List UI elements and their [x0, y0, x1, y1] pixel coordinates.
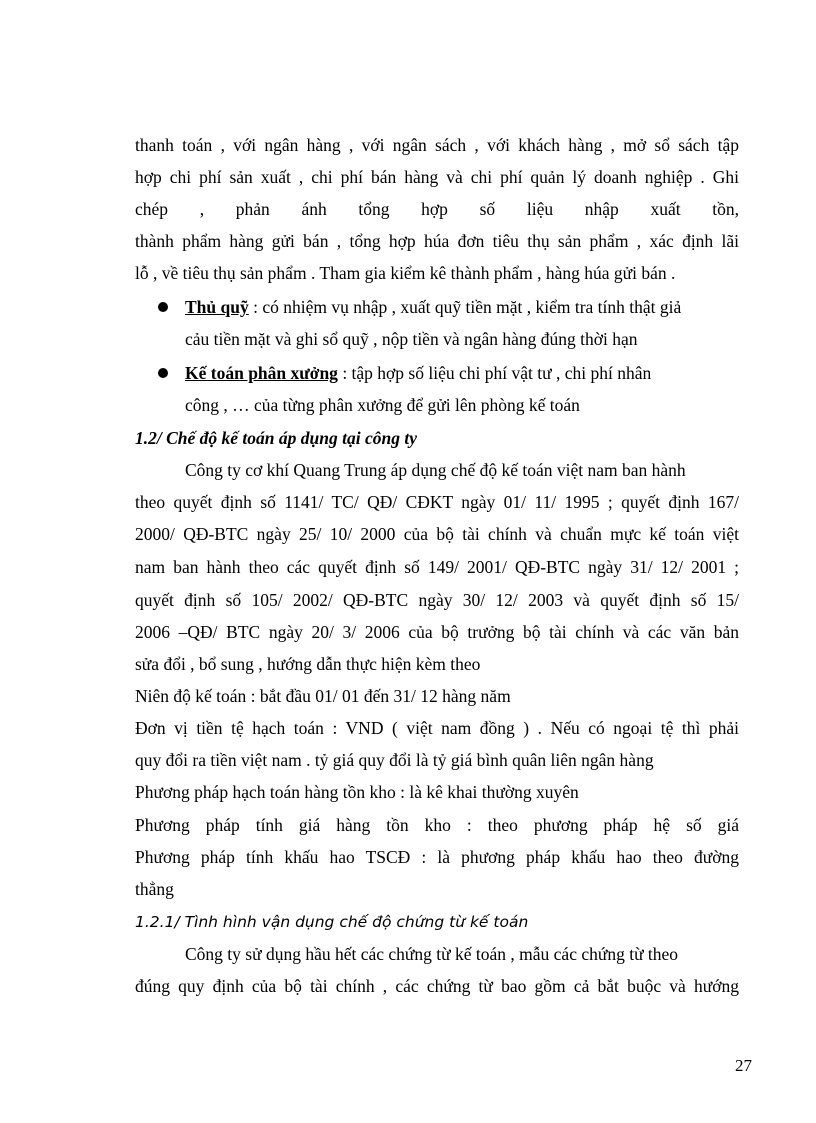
bullet-icon	[158, 368, 168, 378]
bullet-text: : tập hợp số liệu chi phí vật tư , chi phí nhân	[337, 363, 652, 383]
text-line: thẳng	[135, 879, 174, 899]
section-heading: 1.2/ Chế độ kế toán áp dụng tại công ty	[135, 428, 417, 448]
subsection-heading: 1.2.1/ Tình hình vận dụng chế độ chứng từ kế toán	[135, 913, 529, 931]
text-line: thanh toán , với ngân hàng , với ngân sách , với khách hàng , mở sổ sách tập	[135, 135, 739, 155]
bullet-text: : có nhiệm vụ nhập , xuất quỹ tiền mặt , kiểm tra tính thật giả	[248, 297, 682, 317]
bullet-line: công , … của từng phân xưởng để gửi lên phòng kế toán	[185, 395, 580, 415]
text-line: Công ty sử dụng hầu hết các chứng từ kế toán , mẫu các chứng từ theo	[185, 944, 679, 964]
text-line: nam ban hành theo các quyết định số 149/ 2001/ QĐ-BTC ngày 31/ 12/ 2001 ;	[135, 557, 739, 577]
text-line: 2000/ QĐ-BTC ngày 25/ 10/ 2000 của bộ tài chính và chuẩn mực kế toán việt	[135, 524, 739, 544]
bullet-line	[185, 296, 739, 318]
text-line: chép , phản ánh tổng hợp số liệu nhập xuất tồn,	[135, 199, 739, 219]
page-number: 27	[735, 1056, 752, 1075]
text-line: quyết định số 105/ 2002/ QĐ-BTC ngày 30/ 12/ 2003 và quyết định số 15/	[135, 590, 739, 610]
bullet-line	[185, 362, 739, 384]
text-line: 2006 –QĐ/ BTC ngày 20/ 3/ 2006 của bộ trưởng bộ tài chính và các văn bản	[135, 622, 739, 642]
text-line: Đơn vị tiền tệ hạch toán : VND ( việt nam đồng ) . Nếu có ngoại tệ thì phải	[135, 718, 739, 738]
text-line: Công ty cơ khí Quang Trung áp dụng chế độ kế toán việt nam ban hành	[185, 460, 686, 480]
text-line: hợp chi phí sản xuất , chi phí bán hàng và chi phí quản lý doanh nghiệp . Ghi	[135, 167, 739, 187]
text-line: theo quyết định số 1141/ TC/ QĐ/ CĐKT ngày 01/ 11/ 1995 ; quyết định 167/	[135, 492, 739, 512]
text-line: thành phẩm hàng gửi bán , tổng hợp húa đơn tiêu thụ sản phẩm , xác định lãi	[135, 231, 739, 251]
text-line: lỗ , về tiêu thụ sản phẩm . Tham gia kiểm kê thành phẩm , hàng húa gửi bán .	[135, 263, 676, 283]
text-line: Phương pháp hạch toán hàng tồn kho : là kê khai thường xuyên	[135, 782, 579, 802]
bullet-icon	[158, 302, 168, 312]
bullet-line: cảu tiền mặt và ghi sổ quỹ , nộp tiền và ngân hàng đúng thời hạn	[185, 329, 638, 349]
bullet-title: Thủ quỹ	[185, 297, 249, 317]
bullet-title: Kế toán phân xưởng	[185, 363, 338, 383]
text-line: quy đổi ra tiền việt nam . tỷ giá quy đổi là tỷ giá bình quân liên ngân hàng	[135, 750, 654, 770]
text-line: Phương pháp tính giá hàng tồn kho : theo phương pháp hệ số giá	[135, 815, 739, 835]
text-line: Phương pháp tính khấu hao TSCĐ : là phương pháp khấu hao theo đường	[135, 847, 739, 867]
text-line: đúng quy định của bộ tài chính , các chứng từ bao gồm cả bắt buộc và hướng	[135, 976, 739, 996]
text-line: sửa đổi , bổ sung , hướng dẫn thực hiện kèm theo	[135, 654, 481, 674]
text-line: Niên độ kế toán : bắt đầu 01/ 01 đến 31/ 12 hàng năm	[135, 686, 511, 706]
